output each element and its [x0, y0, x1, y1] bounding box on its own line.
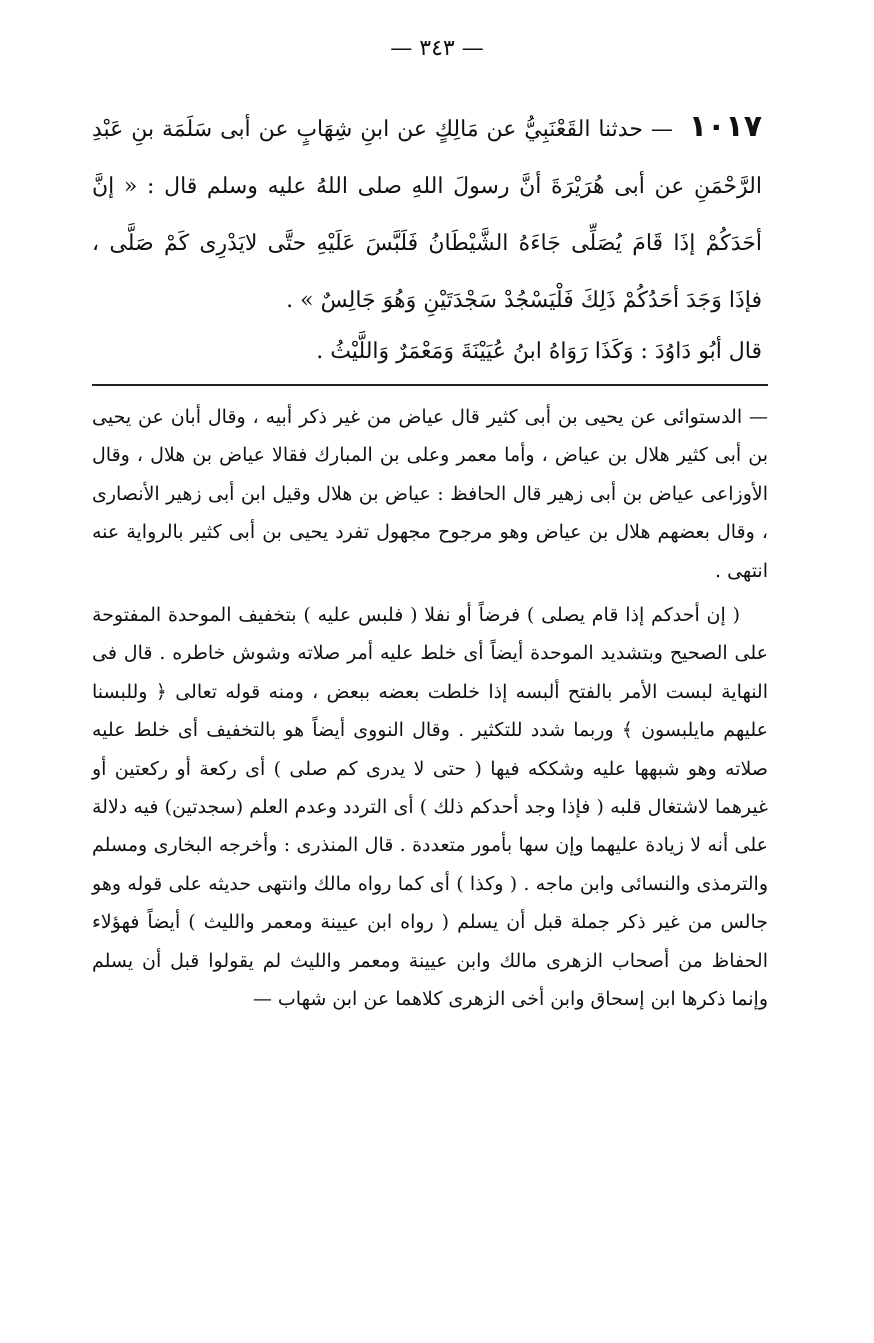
page-number: — ٣٤٣ — [390, 36, 484, 61]
hadith-text [92, 98, 762, 329]
footnote-divider [92, 384, 768, 386]
commentary-continuation: — الدستوائى عن يحيى بن أبى كثير قال عياض من غير ذكر أبيه ، وقال أبان عن يحيى بن أبى كثير هلال بن عياض ، وأما معمر وعلى بن المبارك فقالا عياض بن هلال ، وقال الأوزاعى عياض بن أبى زهير قال الحافظ : عياض بن هلال وقيل ابن أبى زهير الأنصارى ، وقال بعضهم هلال بن عياض وهو مرجوح مجهول تفرد يحيى بن أبى كثير بالرواية عنه انتهى . [92, 406, 768, 582]
hadith-number: ١٠١٧ [688, 109, 763, 144]
hadith-note: قال أبُو دَاوُدَ : وَكَذَا رَوَاهُ ابنُ عُيَيْنَةَ وَمَعْمَرٌ وَاللَّيْثُ . [316, 339, 762, 364]
commentary [92, 398, 768, 1019]
commentary-paragraph: ( إن أحدكم إذا قام يصلى ) فرضاً أو نفلا ( فلبس عليه ) بتخفيف الموحدة المفتوحة على الصحيح وبتشديد الموحدة أيضاً أى خلط عليه أمر صلاته وشوش خاطره . قال فى النهاية لبست الأمر بالفتح ألبسه إذا خلطت بعضه ببعض ، ومنه قوله تعالى ﴿ وللبسنا عليهم مايلبسون ﴾ وربما شدد للتكثير . وقال النووى أيضاً هو بالتخفيف أى خلط عليه صلاته وهو شبهها عليه وشككه فيها ( حتى لا يدرى كم صلى ) أى ركعة أو ركعتين أو غيرهما لاشتغال قلبه ( فإذا وجد أحدكم ذلك ) أى التردد وعدم العلم (سجدتين) فيه دلالة على أنه لا زيادة عليهما وإن سها بأمور متعددة . قال المنذرى : وأخرجه البخارى ومسلم والترمذى والنسائى وابن ماجه . ( وكذا ) أى كما رواه مالك وانتهى حديثه على قوله وهو جالس من غير ذكر جملة قبل أن يسلم ( رواه ابن عيينة ومعمر والليث ) أيضاً فهؤلاء الحفاظ من أصحاب الزهرى مالك وابن عيينة ومعمر والليث لم يقولوا قبل أن يسلم وإنما ذكرها ابن إسحاق وابن أخى الزهرى كلاهما عن ابن شهاب — [92, 604, 768, 1011]
hadith-body: — حدثنا القَعْنَبِيُّ عن مَالِكٍ عن ابنِ شِهَابٍ عن أبى سَلَمَة بنِ عَبْدِ الرَّحْمَنِ عن أبى هُرَيْرَةَ أنَّ رسولَ اللهِ صلى اللهُ عليه وسلم قال : « إنَّ أحَدَكُمْ إذَا قَامَ يُصَلِّى جَاءَهُ الشَّيْطَانُ فَلَبَّسَ عَلَيْهِ حتَّى لايَدْرِى كَمْ صَلَّى ، فإذَا وَجَدَ أحَدُكُمْ ذَلِكَ فَلْيَسْجُدْ سَجْدَتَيْنِ وَهُوَ جَالِسٌ » . [92, 117, 762, 313]
